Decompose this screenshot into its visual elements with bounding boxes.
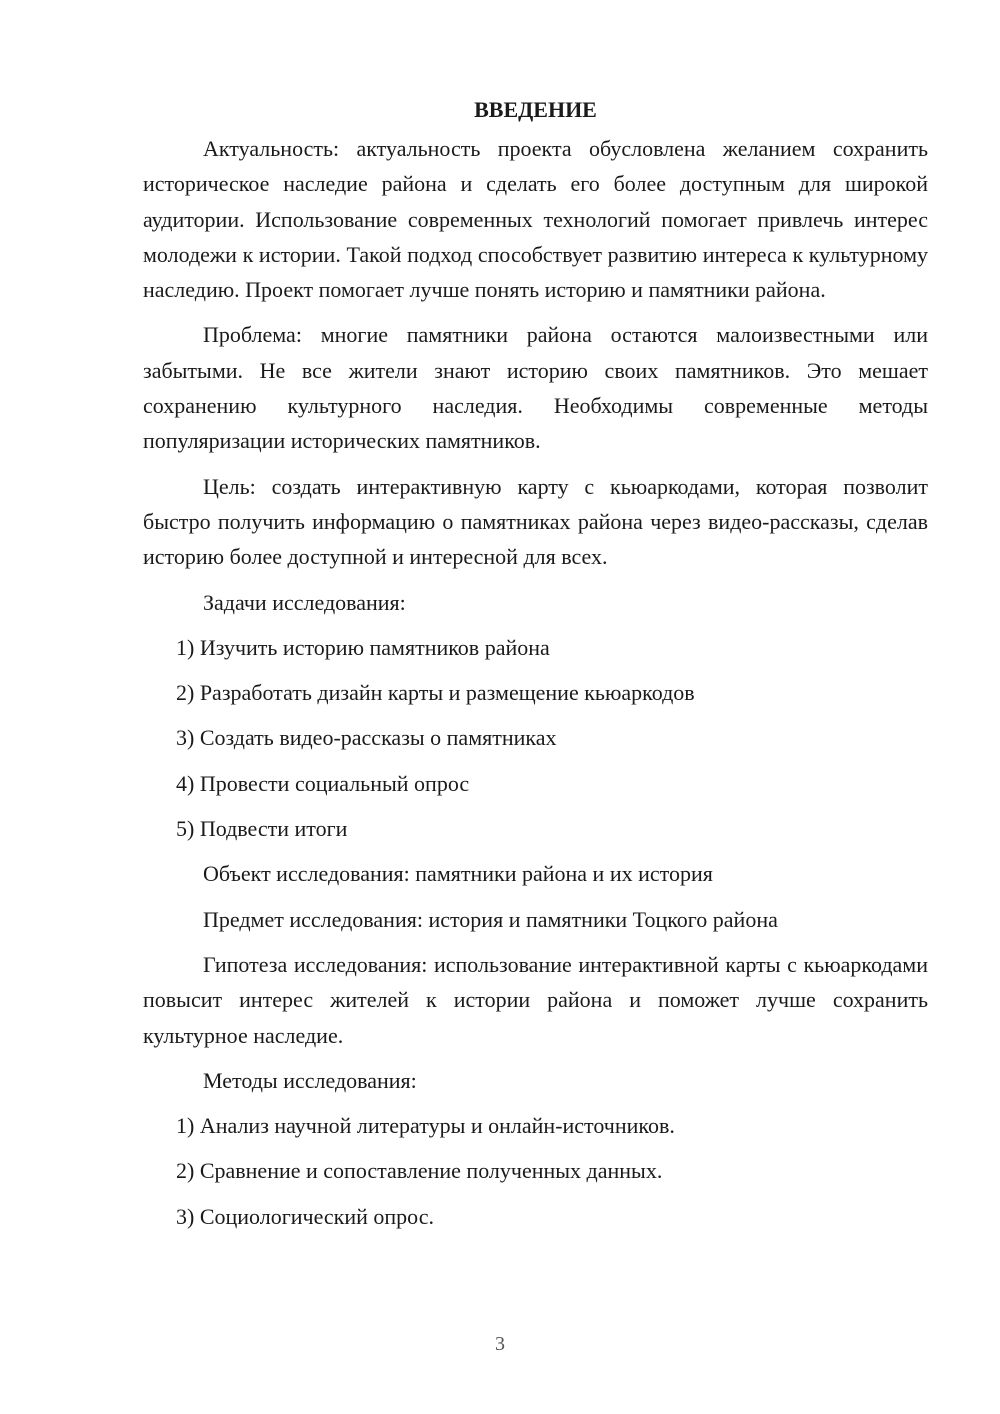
page-number: 3	[495, 1333, 505, 1355]
relevance-paragraph: Актуальность: актуальность проекта обусловлена желанием сохранить историческое наследие района и сделать его более доступным для широкой аудитории. Использование современных технологий помогает привлечь интерес молодежи к истории. Такой подход способствует развитию интереса к культурному наследию. Проект помогает лучше понять историю и памятники района.	[143, 136, 928, 303]
task-item: 5) Подвести итоги	[176, 816, 348, 842]
problem-paragraph: Проблема: многие памятники района остаются малоизвестными или забытыми. Не все жители знают историю своих памятников. Это мешает сохранению культурного наследия. Необходимы современные методы популяризации исторических памятников.	[143, 322, 928, 454]
subject-paragraph: Предмет исследования: история и памятники Тоцкого района	[203, 906, 778, 932]
document-page	[143, 95, 928, 1244]
task-item: 2) Разработать дизайн карты и размещение кьюаркодов	[176, 680, 695, 706]
task-item: 4) Провести социальный опрос	[176, 770, 470, 796]
method-item: 2) Сравнение и сопоставление полученных данных.	[176, 1158, 663, 1184]
task-item: 3) Создать видео-рассказы о памятниках	[176, 725, 557, 751]
task-item: 1) Изучить историю памятников района	[176, 634, 550, 660]
goal-paragraph: Цель: создать интерактивную карту с кьюаркодами, которая позволит быстро получить информацию о памятниках района через видео-рассказы, сделав историю более доступной и интересной для всех.	[143, 473, 928, 570]
method-item: 1) Анализ научной литературы и онлайн-источников.	[176, 1113, 675, 1139]
page-title: ВВЕДЕНИЕ	[474, 97, 597, 122]
method-item: 3) Социологический опрос.	[176, 1203, 434, 1229]
hypothesis-paragraph: Гипотеза исследования: использование интерактивной карты с кьюаркодами повысит интерес жителей к истории района и поможет лучше сохранить культурное наследие.	[143, 951, 928, 1048]
tasks-heading: Задачи исследования:	[203, 589, 406, 615]
methods-heading: Методы исследования:	[203, 1067, 417, 1093]
object-paragraph: Объект исследования: памятники района и их история	[203, 861, 713, 887]
